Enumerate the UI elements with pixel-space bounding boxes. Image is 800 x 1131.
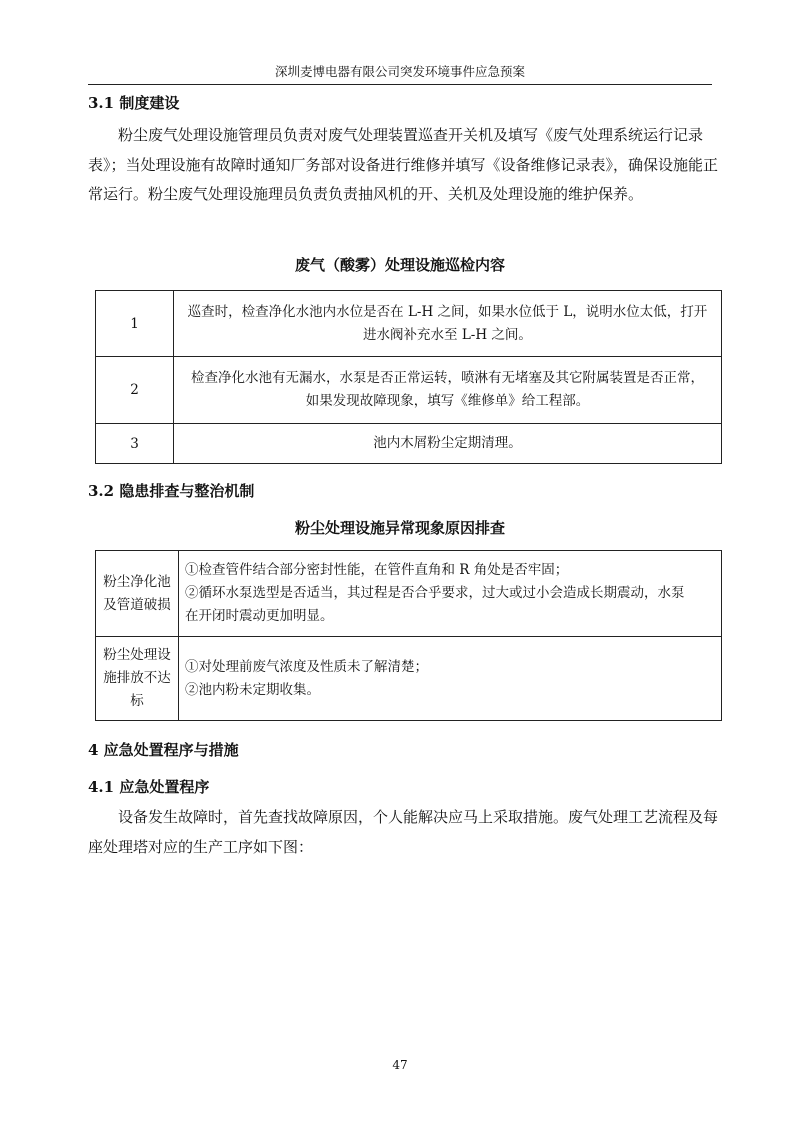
table1-caption: 废气（酸雾）处理设施巡检内容: [294, 256, 505, 274]
running-header: 深圳麦博电器有限公司突发环境事件应急预案: [88, 62, 712, 85]
row-number: 3: [96, 424, 174, 464]
anomaly-label: [96, 637, 179, 721]
row-content-line: 如果发现故障现象，填写《维修单》给工程部。: [305, 393, 590, 409]
table-row: [96, 424, 722, 464]
row-content-line: 池内木屑粉尘定期清理。: [373, 435, 522, 451]
anomaly-label-line: 粉尘处理设: [103, 647, 171, 663]
page-number: 47: [392, 1058, 408, 1072]
row-content-line: 检查净化水池有无漏水，水泵是否正常运转，喷淋有无堵塞及其它附属装置是否正常，: [191, 370, 704, 386]
anomaly-label-line: 及管道破损: [103, 596, 171, 613]
row-content: [174, 357, 722, 424]
table2-caption: 粉尘处理设施异常现象原因排查: [294, 519, 505, 537]
cause-item: ①检查管件结合部分密封性能，在管件直角和 R 角处是否牢固；: [185, 562, 569, 578]
inspection-table: [95, 290, 722, 464]
anomaly-causes: [179, 637, 722, 721]
cause-item: ①对处理前废气浓度及性质未了解清楚；: [185, 658, 428, 675]
table-row: [96, 637, 722, 721]
row-content-line: 进水阀补充水至 L-H 之间。: [363, 326, 532, 343]
section-4-1-paragraph: 设备发生故障时，首先查找故障原因，个人能解决应马上采取措施。废气处理工艺流程及每座处理塔对应的生产工序如下图：: [88, 808, 719, 856]
section-4-1-title: 4.1 应急处置程序: [88, 778, 210, 796]
anomaly-causes: [179, 551, 722, 637]
row-number: 1: [96, 291, 174, 357]
section-3-1-paragraph: 粉尘废气处理设施管理员负责对废气处理装置巡查开关机及填写《废气处理系统运行记录表》；当处理设施有故障时通知厂务部对设备进行维修并填写《设备维修记录表》，确保设施能正常运行。粉尘废气处理设施理员负责负责抽风机的开、关机及处理设施的维护保养。: [88, 126, 719, 203]
section-3-2-title: 3.2 隐患排查与整治机制: [88, 482, 255, 500]
cause-item: ②池内粉未定期收集。: [185, 681, 320, 698]
cause-item: 在开闭时震动更加明显。: [185, 608, 334, 624]
anomaly-label-line: 粉尘净化池: [103, 573, 171, 590]
section-4-title: 4 应急处置程序与措施: [88, 741, 239, 759]
table-row: [96, 551, 722, 637]
anomaly-label-line: 标: [130, 693, 144, 709]
anomaly-label: [96, 551, 179, 637]
cause-item: ②循环水泵选型是否适当，其过程是否合乎要求，过大或过小会造成长期震动，水泵: [185, 585, 685, 601]
anomaly-table: [95, 550, 722, 721]
row-content-line: 巡查时，检查净化水池内水位是否在 L-H 之间，如果水位低于 L，说明水位太低，打开: [187, 303, 708, 320]
table-row: [96, 357, 722, 424]
anomaly-label-line: 施排放不达: [103, 670, 171, 686]
section-3-1-title: 3.1 制度建设: [88, 94, 180, 112]
table-row: [96, 291, 722, 357]
row-content: [174, 291, 722, 357]
row-number: 2: [96, 357, 174, 424]
row-content: [174, 424, 722, 464]
